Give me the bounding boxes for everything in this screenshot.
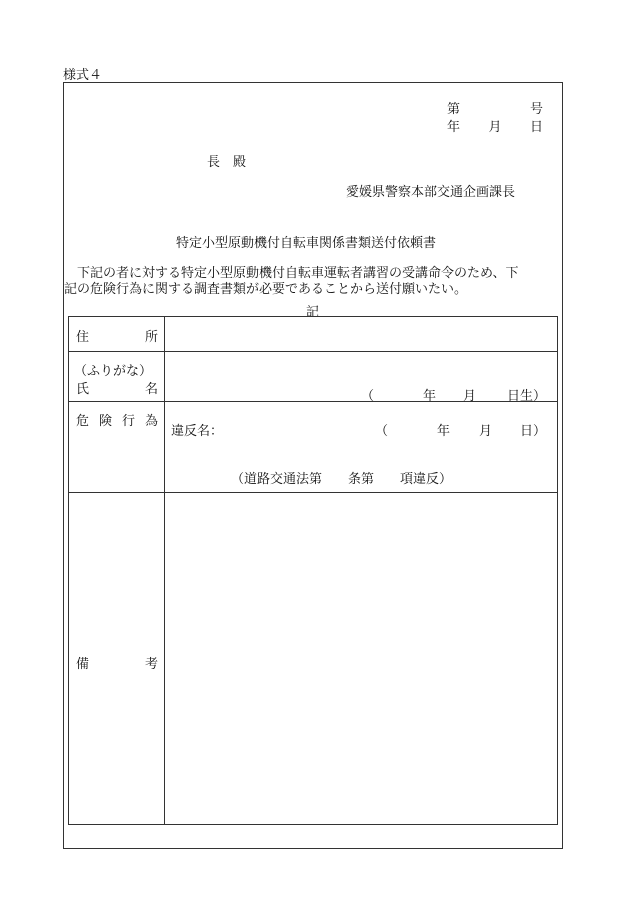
birth-open: （ (361, 389, 375, 404)
dangerous-act-value-cell[interactable] (165, 402, 557, 492)
remarks-label (76, 653, 158, 672)
dangerous-act-label-cell (69, 402, 165, 492)
addressee: 長 殿 (207, 155, 247, 170)
date-day: 日 (529, 120, 543, 135)
violation-date-open: （ (375, 424, 389, 439)
sender: 愛媛県警察本部交通企画課長 (346, 185, 516, 200)
remarks-label-cell (69, 493, 165, 824)
address-row (69, 317, 557, 352)
name-row (69, 352, 557, 402)
violation-year: 年 (437, 424, 451, 439)
name-value-cell[interactable] (165, 352, 557, 404)
law-article: 条第 (348, 472, 375, 487)
address-label-cell (69, 317, 165, 351)
birth-day: 日生） (507, 389, 547, 404)
remarks-value-cell[interactable] (165, 493, 557, 824)
dangerous-act-label-4: 為 (144, 414, 158, 429)
body-text (64, 266, 560, 298)
address-value-cell[interactable] (165, 317, 557, 351)
document-title: 特定小型原動機付自転車関係書類送付依頼書 (176, 236, 437, 251)
name-label-a: 氏 (76, 382, 90, 397)
remarks-label-a: 備 (76, 657, 90, 672)
body-line-1: 下記の者に対する特定小型原動機付自転車運転者講習の受講命令のため、下 (77, 266, 519, 281)
body-line-2: 記の危険行為に関する調査書類が必要であることから送付願いたい。 (64, 282, 468, 297)
ki-heading: 記 (306, 305, 320, 320)
violation-name-label: 違反名： (171, 424, 224, 439)
dangerous-act-label-2: 険 (98, 414, 112, 429)
dangerous-act-label-1: 危 (76, 414, 90, 429)
address-label (76, 326, 158, 345)
dangerous-act-label-3: 行 (121, 414, 135, 429)
remarks-label-b: 考 (144, 657, 158, 672)
furigana-label: （ふりがな） (74, 364, 153, 379)
dangerous-act-label (76, 410, 158, 429)
name-label-cell (69, 352, 165, 401)
dangerous-act-row (69, 402, 557, 493)
violation-month: 月 (479, 424, 493, 439)
document-number-suffix: 号 (529, 102, 543, 117)
document-number (447, 98, 543, 117)
address-label-b: 所 (144, 330, 158, 345)
form-label: 様式４ (63, 68, 103, 83)
record-table (68, 316, 558, 825)
law-prefix: （道路交通法第 (231, 472, 323, 487)
law-reference (231, 468, 452, 487)
name-label (76, 378, 158, 397)
address-label-a: 住 (76, 330, 90, 345)
violation-day: 日） (520, 424, 547, 439)
remarks-row (69, 493, 557, 824)
birth-month: 月 (463, 389, 477, 404)
date-year: 年 (447, 120, 461, 135)
document-date (447, 116, 543, 135)
name-label-b: 名 (144, 382, 158, 397)
birth-year: 年 (423, 389, 437, 404)
date-month: 月 (488, 120, 502, 135)
document-number-prefix: 第 (447, 102, 461, 117)
law-clause: 項違反） (400, 472, 453, 487)
